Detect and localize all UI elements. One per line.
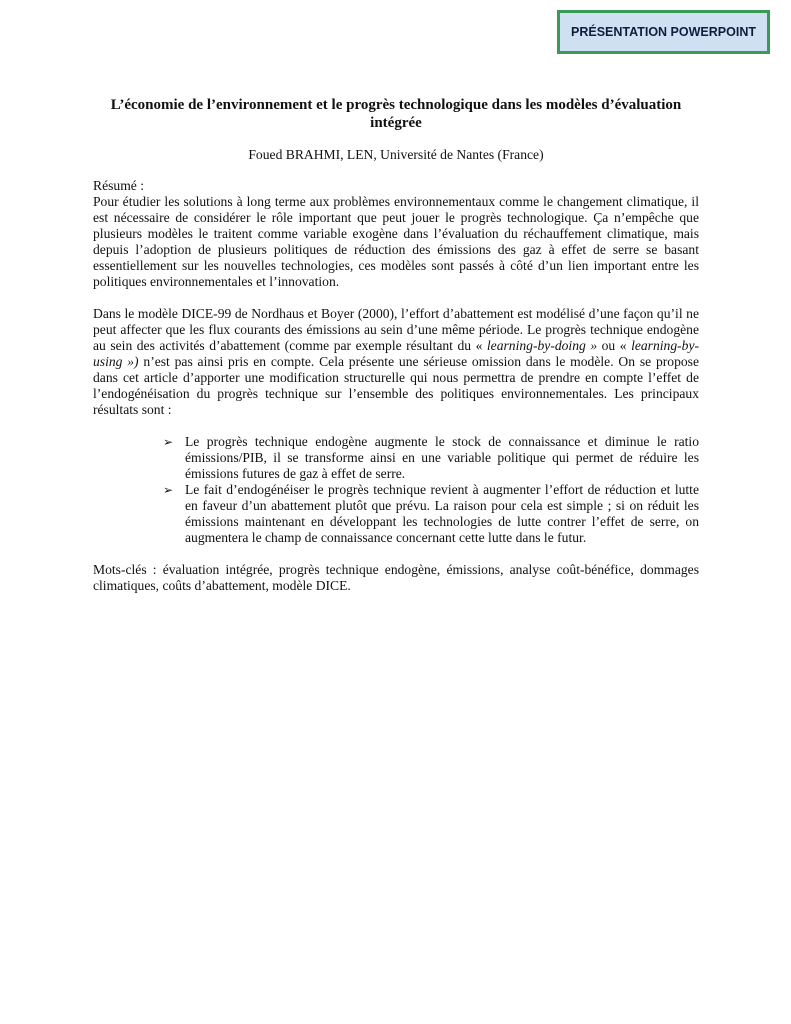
paragraph2-text-1: Dans le modèle DICE-99 de Nordhaus et Boyer (2000), l’effort d’abattement est modélisé d’une façon qu’il ne peut affecter que les flux courants des émissions au sein d’une même période. Le progrès technique endogène au sein des activités d’abattement (comme par exemple résultant du « xyxy=(93,306,699,353)
paragraph2-italic-2: learning-by-using ») xyxy=(93,338,700,369)
badge-label: PRÉSENTATION POWERPOINT xyxy=(571,25,756,39)
paragraph2-text-3: n’est pas ainsi pris en compte. Cela présente une sérieuse omission dans le modèle. On se propose dans cet article d’apporter une modification structurelle qui nous permettra de prendre en compte l’effet de l’endogénéisation du progrès technique sur l’ensemble des politiques environnementales. Les principaux résultats sont : xyxy=(93,354,699,417)
abstract-label: Résumé : xyxy=(93,178,144,193)
document-page xyxy=(93,96,699,594)
result-text: Le fait d’endogénéiser le progrès technique revient à augmenter l’effort de réduction et lutte en faveur d’un abattement plutôt que prévu. La raison pour cela est simple ; si on réduit les émissions maintenant en développant les technologies de lutte contrer l’effet de serre, on augmentera le champ de connaissance concernant cette lutte dans le futur. xyxy=(185,482,699,545)
list-item xyxy=(163,482,699,546)
paragraph2-text-2: ou « xyxy=(597,338,632,353)
abstract-paragraph-1: Pour étudier les solutions à long terme aux problèmes environnementaux comme le changement climatique, il est nécessaire de considérer le rôle important que peut jouer le progrès technologique. Ça n’empêche que plusieurs modèles le traitent comme variable exogène dans l’évaluation du réchauffement climatique, mais depuis l’adoption de plusieurs politiques de réduction des émissions des gaz à effet de serre se basant essentiellement sur les nouvelles technologies, ces modèles sont passés à côté d’un lien important entre les politiques environnementales et l’innovation. xyxy=(93,194,699,289)
author-line: Foued BRAHMI, LEN, Université de Nantes (France) xyxy=(248,147,544,162)
results-list xyxy=(93,434,699,546)
arrow-bullet-icon: ➢ xyxy=(163,435,174,449)
keywords-paragraph: Mots-clés : évaluation intégrée, progrès technique endogène, émissions, analyse coût-bénéfice, dommages climatiques, coûts d’abattement, modèle DICE. xyxy=(93,562,699,593)
document-title: L’économie de l’environnement et le progrès technologique dans les modèles d’évaluation intégrée xyxy=(110,97,682,131)
arrow-bullet-icon: ➢ xyxy=(163,483,174,497)
presentation-powerpoint-button[interactable] xyxy=(557,10,770,54)
result-text: Le progrès technique endogène augmente le stock de connaissance et diminue le ratio émissions/PIB, il se transforme ainsi en une variable politique qui permet de réduire les émissions futures de gaz à effet de serre. xyxy=(185,434,699,481)
abstract-paragraph-2 xyxy=(93,306,699,418)
list-item xyxy=(163,434,699,482)
paragraph2-italic-1: learning-by-doing » xyxy=(486,338,598,353)
